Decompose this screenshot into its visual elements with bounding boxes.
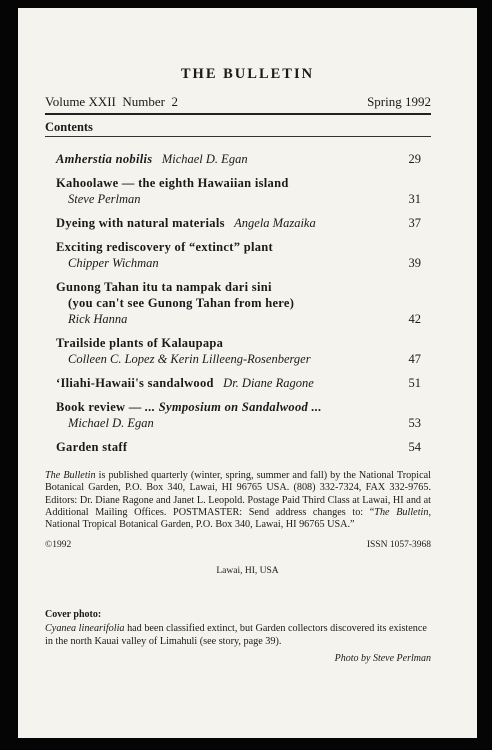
toc-author: Colleen C. Lopez & Kerin Lilleeng-Rosenberger [68,352,311,366]
toc-title: ʻIliahi-Hawaii's sandalwood [56,376,214,390]
header-rule [45,113,431,115]
toc-entry[interactable] [56,375,421,391]
toc-title-line2: (you can't see Gunong Tahan from here) [68,296,295,310]
cover-photo-heading: Cover photo: [45,609,102,620]
toc-page: 42 [408,312,421,326]
cover-caption-text: had been classified extinct, but Garden collectors discovered its existence in the north Kauai valley of Limahuli (see story, page 39). [45,623,427,647]
photo-credit: Photo by Steve Perlman [334,653,431,664]
table-of-contents [56,151,421,463]
toc-title: Garden staff [56,440,128,454]
publication-text: is published quarterly (winter, spring, summer and fall) by the National Tropical Botanical Garden, P.O. Box 340, Lawai, HI 96765 USA. (808) 332-7324, FAX 332-9765. Editors: Dr. Diane Ragone and Janet L. Leopold. Postage Paid Third Class at Lawai, HI and at Additional Mailing Offices. POSTMASTER: Send address changes to: “ [45,470,431,518]
toc-title: Exciting rediscovery of “extinct” plant [56,240,273,254]
copyright-row [45,540,431,550]
volume-number: Volume XXII Number 2 [45,94,178,109]
toc-page: 54 [408,440,421,454]
toc-entry[interactable] [56,335,421,367]
toc-title: Trailside plants of Kalaupapa [56,336,224,350]
toc-page: 39 [408,256,421,270]
cover-species: Cyanea linearifolia [45,623,125,634]
toc-page: 51 [408,376,421,390]
publication-text-2: , National Tropical Botanical Garden, P.O. Box 340, Lawai, HI 96765 USA.” [45,506,431,531]
cover-photo-caption [45,623,431,648]
issue-info [45,94,431,110]
contents-heading: Contents [45,120,93,134]
contents-rule [45,136,431,137]
publication-info [45,470,431,531]
toc-title: Kahoolawe — the eighth Hawaiian island [56,176,289,190]
issue-season: Spring 1992 [367,94,431,109]
toc-entry[interactable] [56,151,421,167]
masthead-title: THE BULLETIN [180,66,315,82]
issn: ISSN 1057-3968 [366,540,431,550]
copyright: ©1992 [45,540,72,550]
toc-page: 31 [408,192,421,206]
toc-page: 37 [408,216,421,230]
toc-title: Amherstia nobilis [56,152,153,166]
toc-author: Rick Hanna [68,312,128,326]
toc-entry[interactable] [56,399,421,431]
toc-author: Michael D. Egan [68,416,154,430]
toc-page: 53 [408,416,421,430]
publication-place: Lawai, HI, USA [216,566,279,576]
toc-entry[interactable] [56,439,421,455]
toc-author: Steve Perlman [68,192,141,206]
toc-title: Gunong Tahan itu ta nampak dari sini [56,280,272,294]
toc-entry[interactable] [56,239,421,271]
toc-entry[interactable] [56,215,421,231]
toc-title: Book review — [56,400,146,414]
toc-author: Chipper Wichman [68,256,159,270]
toc-author: Angela Mazaika [234,216,316,230]
toc-entry[interactable] [56,175,421,207]
toc-title: Dyeing with natural materials [56,216,225,230]
toc-author: Dr. Diane Ragone [223,376,314,390]
publication-name-2: The Bulletin [374,506,429,518]
toc-title-italic: ... Symposium on Sandalwood ... [145,400,322,414]
toc-page: 29 [408,152,421,166]
toc-entry[interactable] [56,279,421,327]
toc-author: Michael D. Egan [161,152,248,166]
publication-name: The Bulletin [45,470,96,481]
bulletin-page [18,8,477,738]
toc-page: 47 [408,352,421,366]
